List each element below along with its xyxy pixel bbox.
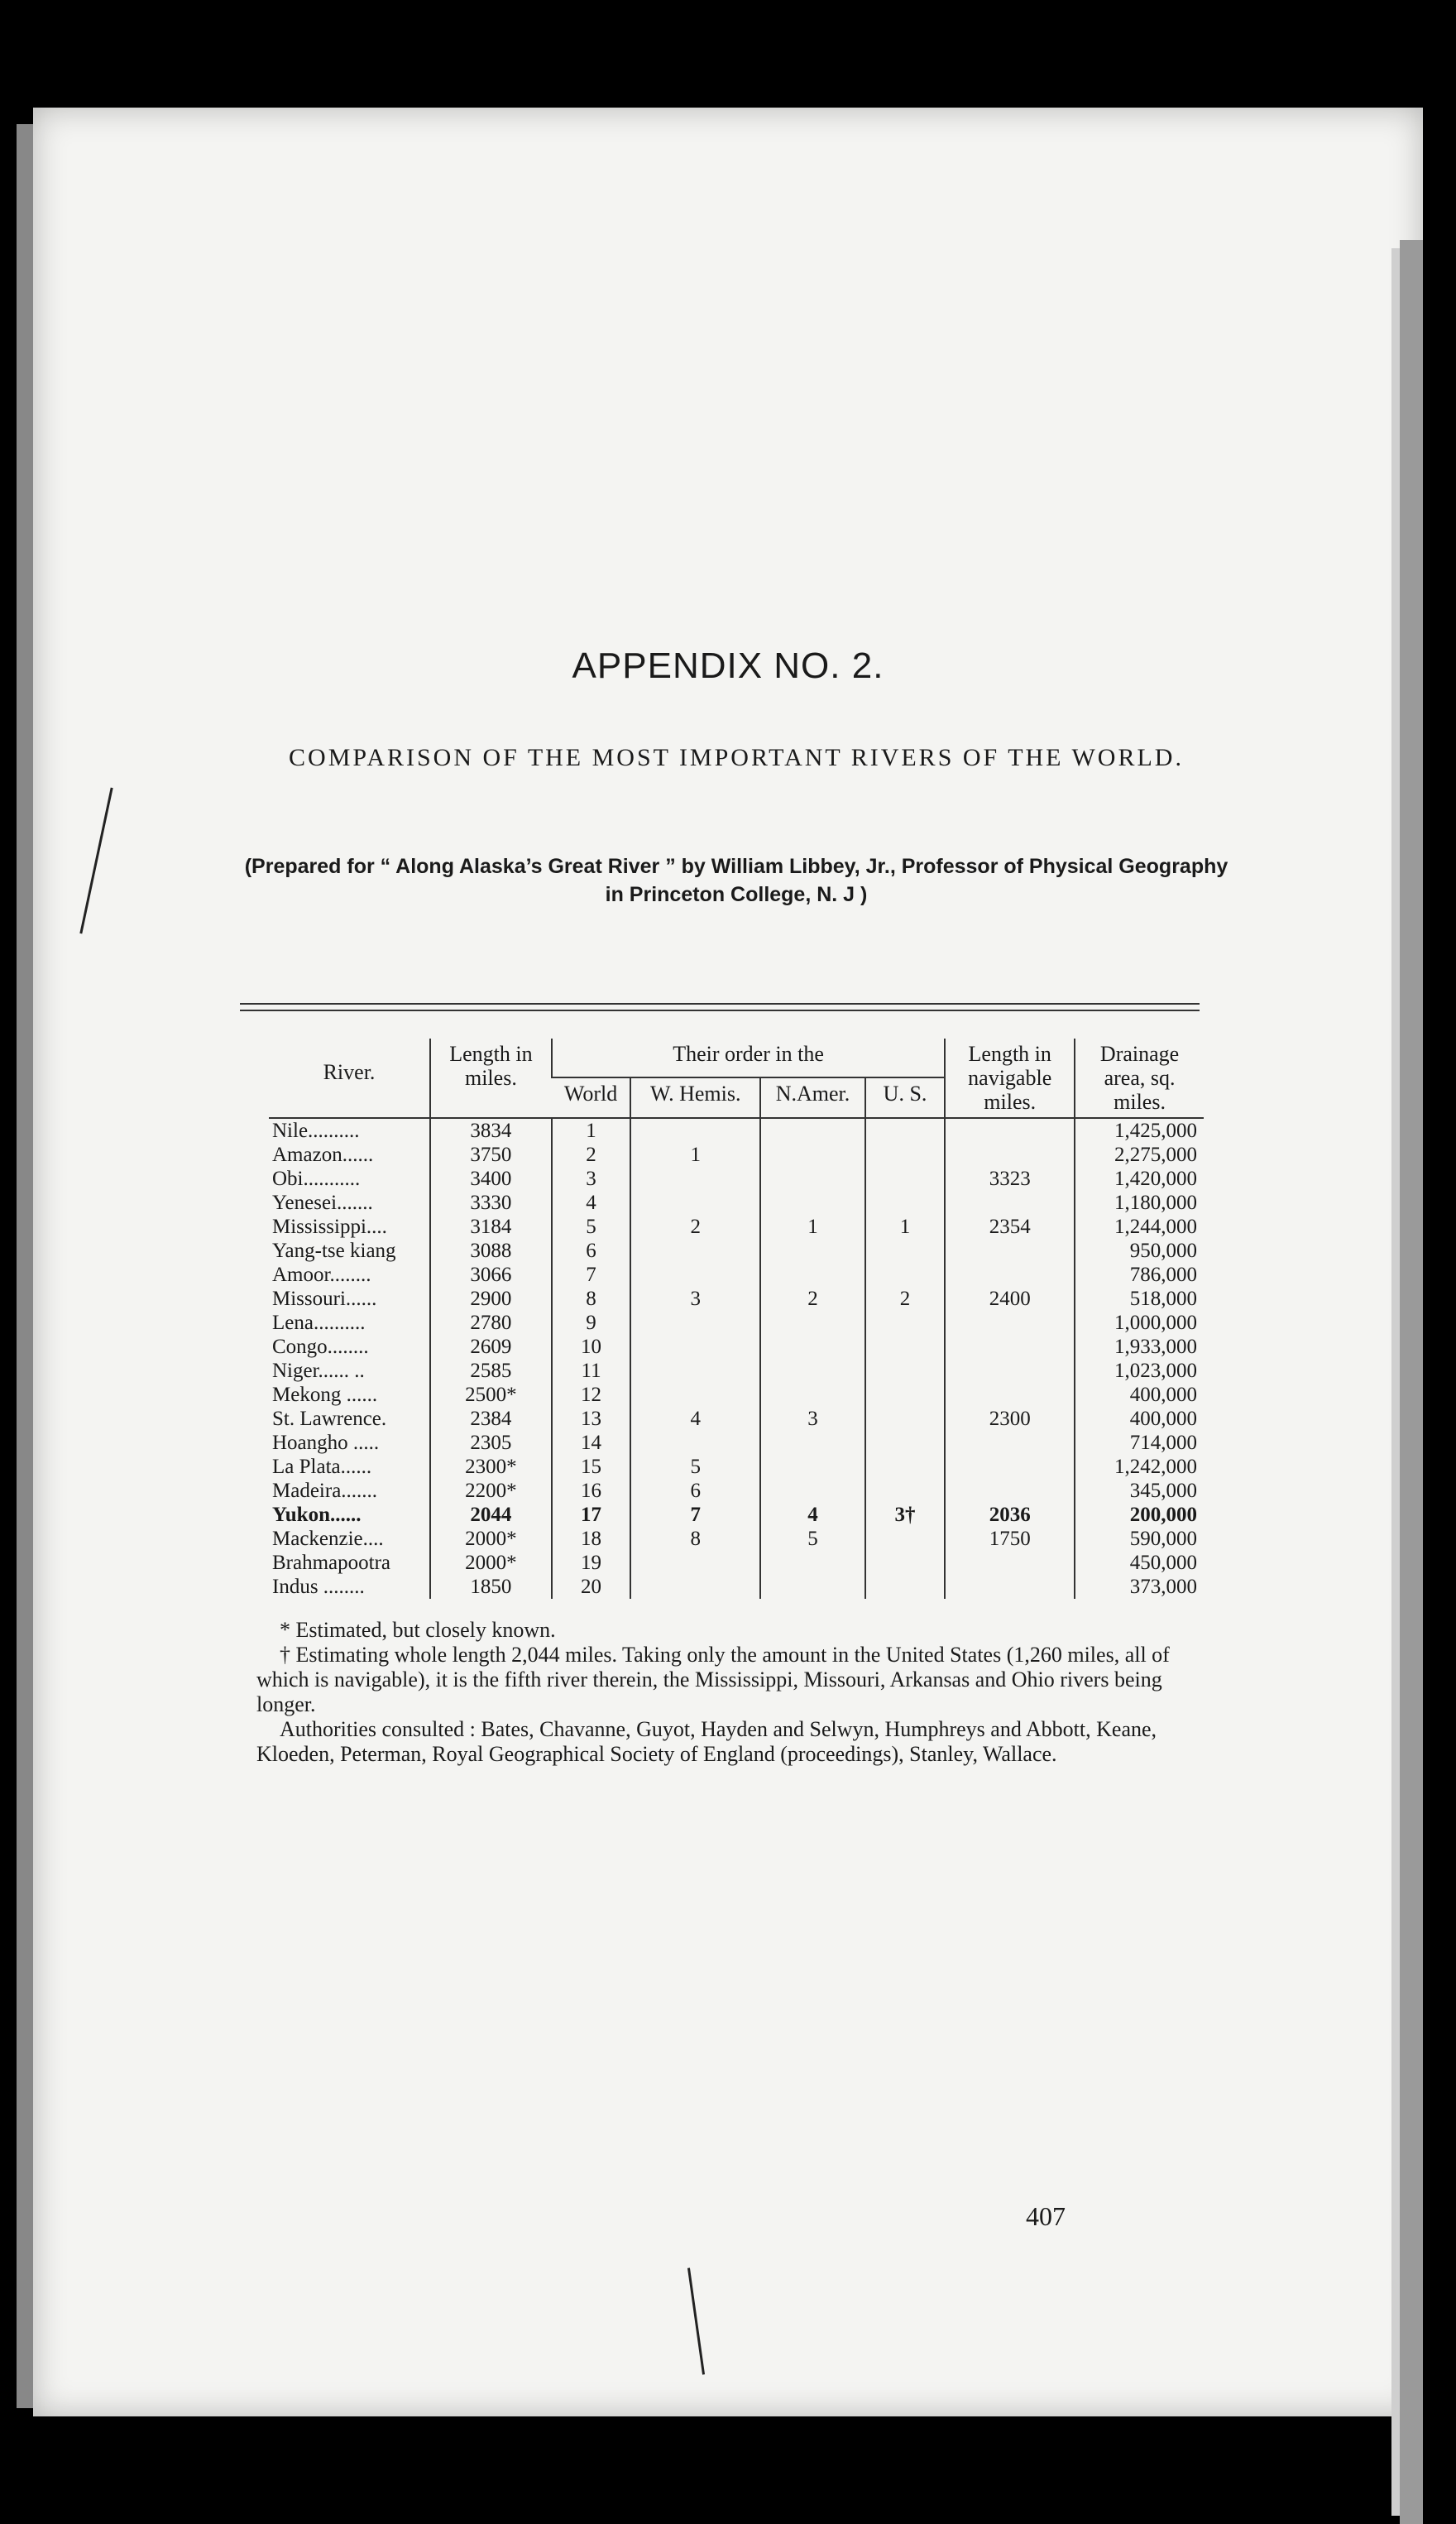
cell-river: Hoangho ..... (272, 1432, 380, 1454)
cell-world: 15 (552, 1455, 631, 1479)
cell-us (865, 1359, 946, 1383)
cell-world: 7 (552, 1263, 631, 1287)
cell-drainage: 786,000 (1075, 1263, 1204, 1287)
cell-world: 1 (552, 1118, 631, 1143)
cell-river: Obi........... (272, 1168, 361, 1190)
cell-n-amer (760, 1455, 865, 1479)
cell-w-hemis: 5 (630, 1455, 760, 1479)
cell-n-amer: 4 (760, 1503, 865, 1527)
cell-river: Niger...... .. (272, 1360, 365, 1382)
cell-river: Yenesei....... (272, 1192, 373, 1214)
header-navigable: Length in navigable miles. (945, 1039, 1075, 1118)
cell-length: 3330 (430, 1191, 552, 1215)
cell-world: 9 (552, 1311, 631, 1335)
cell-drainage: 950,000 (1075, 1239, 1204, 1263)
cell-w-hemis: 7 (630, 1503, 760, 1527)
cell-world: 17 (552, 1503, 631, 1527)
cell-navigable (945, 1263, 1075, 1287)
table-row (269, 1191, 1204, 1215)
cell-w-hemis: 3 (630, 1287, 760, 1311)
header-drainage: Drainage area, sq. miles. (1075, 1039, 1204, 1118)
table-subtitle: COMPARISON OF THE MOST IMPORTANT RIVERS OF THE WORLD. (289, 744, 1184, 771)
cell-length: 3088 (430, 1239, 552, 1263)
cell-n-amer: 5 (760, 1527, 865, 1551)
cell-river: Yang-tse kiang (272, 1240, 396, 1262)
table-row (269, 1455, 1204, 1479)
table-row (269, 1287, 1204, 1311)
cell-world: 11 (552, 1359, 631, 1383)
cell-world: 18 (552, 1527, 631, 1551)
cell-us (865, 1407, 946, 1431)
footnote-estimated: * Estimated, but closely known. (280, 1618, 556, 1642)
cell-world: 13 (552, 1407, 631, 1431)
cell-w-hemis (630, 1263, 760, 1287)
cell-n-amer: 3 (760, 1407, 865, 1431)
cell-length: 2384 (430, 1407, 552, 1431)
cell-river: Yukon...... (272, 1504, 362, 1526)
cell-drainage: 1,180,000 (1075, 1191, 1204, 1215)
cell-drainage: 518,000 (1075, 1287, 1204, 1311)
cell-navigable (945, 1239, 1075, 1263)
page-stack-edge (1391, 248, 1400, 2516)
cell-w-hemis: 2 (630, 1215, 760, 1239)
cell-us (865, 1118, 946, 1143)
table-row (269, 1383, 1204, 1407)
cell-length: 2000* (430, 1527, 552, 1551)
cell-w-hemis: 6 (630, 1479, 760, 1503)
cell-us (865, 1383, 946, 1407)
cell-us (865, 1263, 946, 1287)
top-rule-double (240, 1010, 1200, 1011)
cell-w-hemis (630, 1191, 760, 1215)
cell-world: 12 (552, 1383, 631, 1407)
prepared-note: (Prepared for “ Along Alaska’s Great River ” by William Libbey, Jr., Professor of Physical Geography in Princeton College, N. J ) (244, 855, 1228, 906)
table-row (269, 1479, 1204, 1503)
page-number: 407 (1026, 2201, 1066, 2231)
table-row (269, 1527, 1204, 1551)
footnote-yukon: † Estimating whole length 2,044 miles. Taking only the amount in the United States (1,260 miles, all of which is navigable), it is the fifth river therein, the Mississippi, Missouri, Arkansas and Ohio rivers being longer. (256, 1643, 1170, 1716)
cell-river: La Plata...... (272, 1456, 372, 1478)
cell-river: Amazon...... (272, 1144, 374, 1166)
table-row (269, 1575, 1204, 1599)
cell-n-amer: 1 (760, 1215, 865, 1239)
cell-world: 5 (552, 1215, 631, 1239)
cell-world: 6 (552, 1239, 631, 1263)
cell-navigable (945, 1335, 1075, 1359)
cell-w-hemis (630, 1575, 760, 1599)
cell-n-amer (760, 1551, 865, 1575)
cell-n-amer: 2 (760, 1287, 865, 1311)
cell-length: 1850 (430, 1575, 552, 1599)
cell-navigable (945, 1311, 1075, 1335)
cell-navigable: 2354 (945, 1215, 1075, 1239)
cell-river: Lena.......... (272, 1312, 366, 1334)
cell-us (865, 1167, 946, 1191)
cell-n-amer (760, 1263, 865, 1287)
header-length: Length in miles. (430, 1039, 552, 1118)
cell-world: 3 (552, 1167, 631, 1191)
cell-w-hemis (630, 1431, 760, 1455)
cell-us (865, 1311, 946, 1335)
cell-drainage: 400,000 (1075, 1383, 1204, 1407)
cell-drainage: 200,000 (1075, 1503, 1204, 1527)
cell-navigable (945, 1143, 1075, 1167)
table-row (269, 1407, 1204, 1431)
table-row (269, 1359, 1204, 1383)
cell-n-amer (760, 1575, 865, 1599)
cell-us (865, 1527, 946, 1551)
cell-river: Mississippi.... (272, 1216, 387, 1238)
cell-navigable (945, 1479, 1075, 1503)
cell-length: 2900 (430, 1287, 552, 1311)
table-row (269, 1431, 1204, 1455)
cell-w-hemis (630, 1167, 760, 1191)
cell-world: 4 (552, 1191, 631, 1215)
cell-river: Mekong ...... (272, 1384, 378, 1406)
cell-w-hemis: 4 (630, 1407, 760, 1431)
cell-us (865, 1335, 946, 1359)
cell-length: 2305 (430, 1431, 552, 1455)
table-row (269, 1143, 1204, 1167)
cell-n-amer (760, 1191, 865, 1215)
cell-n-amer (760, 1167, 865, 1191)
table-row (269, 1118, 1204, 1143)
margin-pencil-mark-bottom (687, 2267, 705, 2374)
cell-length: 3400 (430, 1167, 552, 1191)
table-row (269, 1239, 1204, 1263)
cell-w-hemis (630, 1335, 760, 1359)
cell-world: 16 (552, 1479, 631, 1503)
cell-length: 2200* (430, 1479, 552, 1503)
cell-w-hemis: 1 (630, 1143, 760, 1167)
cell-w-hemis (630, 1383, 760, 1407)
cell-river: Nile.......... (272, 1120, 360, 1142)
cell-world: 2 (552, 1143, 631, 1167)
cell-drainage: 400,000 (1075, 1407, 1204, 1431)
header-us: U. S. (865, 1077, 946, 1118)
cell-drainage: 590,000 (1075, 1527, 1204, 1551)
cell-w-hemis (630, 1311, 760, 1335)
cell-drainage: 2,275,000 (1075, 1143, 1204, 1167)
cell-drainage: 373,000 (1075, 1575, 1204, 1599)
cell-drainage: 1,425,000 (1075, 1118, 1204, 1143)
rivers-table-body (269, 1118, 1204, 1599)
cell-us (865, 1455, 946, 1479)
cell-n-amer (760, 1479, 865, 1503)
cell-navigable (945, 1383, 1075, 1407)
cell-n-amer (760, 1383, 865, 1407)
cell-river: Amoor........ (272, 1264, 371, 1286)
book-right-edge (1400, 240, 1423, 2524)
cell-river: Madeira....... (272, 1480, 378, 1502)
cell-river: Indus ........ (272, 1576, 365, 1598)
cell-drainage: 450,000 (1075, 1551, 1204, 1575)
cell-n-amer (760, 1335, 865, 1359)
cell-river: Brahmapootra (272, 1552, 391, 1574)
cell-navigable (945, 1359, 1075, 1383)
cell-us (865, 1479, 946, 1503)
cell-drainage: 714,000 (1075, 1431, 1204, 1455)
cell-navigable (945, 1431, 1075, 1455)
cell-navigable: 2400 (945, 1287, 1075, 1311)
cell-length: 3066 (430, 1263, 552, 1287)
cell-navigable: 1750 (945, 1527, 1075, 1551)
cell-drainage: 1,420,000 (1075, 1167, 1204, 1191)
cell-drainage: 1,933,000 (1075, 1335, 1204, 1359)
header-river: River. (269, 1039, 430, 1118)
cell-us: 1 (865, 1215, 946, 1239)
rivers-table (269, 1039, 1204, 1599)
cell-navigable: 2036 (945, 1503, 1075, 1527)
cell-world: 8 (552, 1287, 631, 1311)
cell-length: 2000* (430, 1551, 552, 1575)
cell-w-hemis (630, 1118, 760, 1143)
cell-us (865, 1239, 946, 1263)
cell-n-amer (760, 1359, 865, 1383)
book-left-edge (17, 124, 35, 2408)
header-order-group: Their order in the (552, 1039, 946, 1077)
cell-river: Mackenzie.... (272, 1528, 384, 1550)
cell-world: 14 (552, 1431, 631, 1455)
header-w-hemis: W. Hemis. (630, 1077, 760, 1118)
table-row (269, 1167, 1204, 1191)
cell-world: 19 (552, 1551, 631, 1575)
footnote-authorities: Authorities consulted : Bates, Chavanne, Guyot, Hayden and Selwyn, Humphreys and Abbott, Keane, Kloeden, Peterman, Royal Geographical Society of England (proceedings), Stanley, Wallace. (256, 1717, 1157, 1766)
cell-n-amer (760, 1143, 865, 1167)
cell-length: 2044 (430, 1503, 552, 1527)
cell-length: 3184 (430, 1215, 552, 1239)
cell-w-hemis (630, 1239, 760, 1263)
cell-n-amer (760, 1118, 865, 1143)
cell-us (865, 1431, 946, 1455)
cell-length: 2585 (430, 1359, 552, 1383)
cell-us (865, 1143, 946, 1167)
cell-navigable (945, 1551, 1075, 1575)
cell-world: 10 (552, 1335, 631, 1359)
cell-us (865, 1551, 946, 1575)
cell-us (865, 1575, 946, 1599)
cell-navigable (945, 1191, 1075, 1215)
table-row (269, 1503, 1204, 1527)
cell-us (865, 1191, 946, 1215)
cell-navigable (945, 1455, 1075, 1479)
cell-n-amer (760, 1431, 865, 1455)
cell-n-amer (760, 1239, 865, 1263)
cell-w-hemis (630, 1551, 760, 1575)
top-rule (240, 1003, 1200, 1005)
table-row (269, 1215, 1204, 1239)
cell-drainage: 345,000 (1075, 1479, 1204, 1503)
table-row (269, 1551, 1204, 1575)
table-row (269, 1311, 1204, 1335)
cell-drainage: 1,242,000 (1075, 1455, 1204, 1479)
cell-length: 2780 (430, 1311, 552, 1335)
cell-river: St. Lawrence. (272, 1408, 387, 1430)
appendix-title: APPENDIX NO. 2. (572, 645, 884, 686)
cell-navigable (945, 1118, 1075, 1143)
cell-length: 2609 (430, 1335, 552, 1359)
cell-navigable: 3323 (945, 1167, 1075, 1191)
cell-drainage: 1,244,000 (1075, 1215, 1204, 1239)
cell-w-hemis (630, 1359, 760, 1383)
cell-length: 2300* (430, 1455, 552, 1479)
header-n-amer: N.Amer. (760, 1077, 865, 1118)
cell-drainage: 1,000,000 (1075, 1311, 1204, 1335)
cell-river: Congo........ (272, 1336, 369, 1358)
table-row (269, 1263, 1204, 1287)
book-page (33, 108, 1423, 2416)
footnotes (256, 1618, 1200, 1767)
margin-pencil-mark (79, 788, 113, 934)
cell-river: Missouri...... (272, 1288, 377, 1310)
cell-length: 2500* (430, 1383, 552, 1407)
table-row (269, 1335, 1204, 1359)
cell-w-hemis: 8 (630, 1527, 760, 1551)
cell-length: 3750 (430, 1143, 552, 1167)
cell-us: 3† (865, 1503, 946, 1527)
cell-length: 3834 (430, 1118, 552, 1143)
header-world: World (552, 1077, 631, 1118)
cell-n-amer (760, 1311, 865, 1335)
cell-navigable: 2300 (945, 1407, 1075, 1431)
cell-us: 2 (865, 1287, 946, 1311)
cell-navigable (945, 1575, 1075, 1599)
cell-drainage: 1,023,000 (1075, 1359, 1204, 1383)
cell-world: 20 (552, 1575, 631, 1599)
